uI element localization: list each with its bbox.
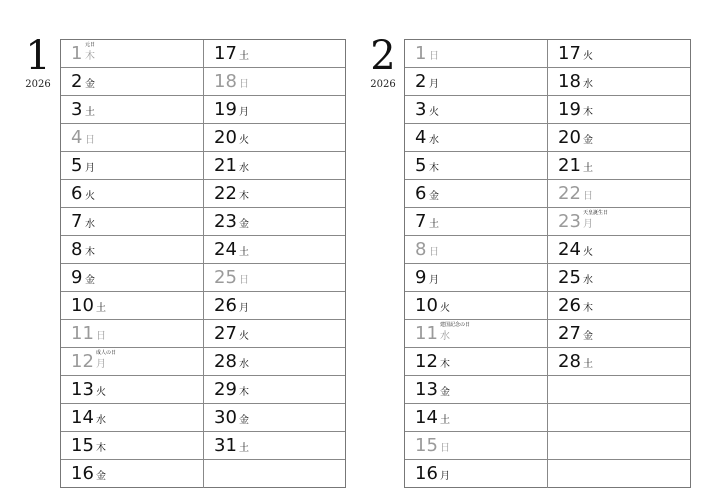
- day-number: 29: [214, 379, 237, 400]
- day-cell: [204, 68, 345, 96]
- weekday-label: 火: [583, 51, 593, 62]
- day-cell: [204, 152, 345, 180]
- day-cell: [61, 460, 204, 488]
- weekday-label: 火: [239, 331, 249, 342]
- day-cell: [548, 404, 690, 432]
- weekday-label: 土: [429, 219, 439, 230]
- day-number: 11: [415, 323, 438, 344]
- weekday-label: 木: [85, 51, 95, 62]
- day-cell: [405, 180, 548, 208]
- day-cell: [548, 264, 690, 292]
- day-cell: [405, 40, 548, 68]
- day-cell: [61, 320, 204, 348]
- day-number: 6: [71, 183, 83, 204]
- day-number: 20: [558, 127, 581, 148]
- day-cell: [548, 376, 690, 404]
- day-number: 12: [71, 351, 94, 372]
- weekday-label: 土: [583, 359, 593, 370]
- weekday-label: 日: [96, 331, 106, 342]
- month-number: 2: [370, 33, 396, 79]
- day-cell: [61, 292, 204, 320]
- day-cell: [548, 40, 690, 68]
- day-cell: [548, 152, 690, 180]
- weekday-label: 木: [429, 163, 439, 174]
- day-cell: [548, 180, 690, 208]
- day-cell: [61, 40, 204, 68]
- day-number: 1: [415, 43, 427, 64]
- day-number: 1: [71, 43, 83, 64]
- weekday-label: 火: [85, 191, 95, 202]
- day-number: 26: [558, 295, 581, 316]
- weekday-label: 金: [85, 275, 95, 286]
- day-number: 25: [558, 267, 581, 288]
- day-cell: [548, 432, 690, 460]
- day-cell: [61, 124, 204, 152]
- day-cell: [548, 348, 690, 376]
- day-number: 25: [214, 267, 237, 288]
- weekday-label: 日: [583, 191, 593, 202]
- day-cell: [204, 236, 345, 264]
- holiday-label: 建国記念の日: [440, 322, 471, 328]
- day-cell: [61, 348, 204, 376]
- day-number: 18: [558, 71, 581, 92]
- day-cell: [405, 348, 548, 376]
- weekday-label: 日: [440, 443, 450, 454]
- holiday-label: 元日: [85, 42, 96, 48]
- day-cell: [405, 96, 548, 124]
- day-cell: [61, 96, 204, 124]
- day-number: 9: [415, 267, 427, 288]
- weekday-label: 金: [440, 387, 450, 398]
- day-number: 15: [415, 435, 438, 456]
- month-grid: [404, 39, 691, 488]
- day-cell: [405, 376, 548, 404]
- day-number: 7: [71, 211, 83, 232]
- weekday-label: 月: [239, 107, 249, 118]
- day-number: 28: [558, 351, 581, 372]
- day-cell: [204, 460, 345, 488]
- weekday-label: 日: [239, 275, 249, 286]
- weekday-label: 水: [85, 219, 95, 230]
- weekday-label: 火: [440, 303, 450, 314]
- day-cell: [204, 40, 345, 68]
- weekday-label: 土: [96, 303, 106, 314]
- day-number: 6: [415, 183, 427, 204]
- weekday-label: 土: [440, 415, 450, 426]
- day-number: 31: [214, 435, 237, 456]
- day-cell: [405, 460, 548, 488]
- weekday-label: 火: [583, 247, 593, 258]
- weekday-label: 月: [429, 79, 439, 90]
- month-number: 1: [25, 33, 51, 79]
- weekday-label: 土: [239, 247, 249, 258]
- day-cell: [405, 404, 548, 432]
- day-cell: [204, 292, 345, 320]
- day-cell: [405, 432, 548, 460]
- day-cell: [548, 460, 690, 488]
- day-number: 19: [558, 99, 581, 120]
- day-cell: [61, 208, 204, 236]
- day-number: 26: [214, 295, 237, 316]
- day-number: 15: [71, 435, 94, 456]
- day-number: 20: [214, 127, 237, 148]
- day-number: 14: [71, 407, 94, 428]
- day-number: 13: [71, 379, 94, 400]
- day-number: 2: [71, 71, 83, 92]
- weekday-label: 月: [96, 359, 106, 370]
- day-cell: [204, 96, 345, 124]
- day-cell: [548, 124, 690, 152]
- day-cell: [61, 68, 204, 96]
- day-number: 5: [71, 155, 83, 176]
- month-year: 2026: [25, 79, 51, 90]
- day-cell: [61, 376, 204, 404]
- weekday-label: 金: [239, 415, 249, 426]
- day-number: 27: [558, 323, 581, 344]
- month-grid: [60, 39, 346, 488]
- day-number: 16: [415, 463, 438, 484]
- day-cell: [405, 124, 548, 152]
- weekday-label: 木: [239, 387, 249, 398]
- day-cell: [204, 208, 345, 236]
- day-cell: [61, 404, 204, 432]
- month-year: 2026: [370, 79, 396, 90]
- day-number: 10: [71, 295, 94, 316]
- weekday-label: 金: [96, 471, 106, 482]
- day-number: 5: [415, 155, 427, 176]
- day-number: 21: [214, 155, 237, 176]
- day-number: 2: [415, 71, 427, 92]
- day-number: 11: [71, 323, 94, 344]
- day-number: 13: [415, 379, 438, 400]
- day-cell: [204, 264, 345, 292]
- day-cell: [405, 292, 548, 320]
- weekday-label: 日: [85, 135, 95, 146]
- day-number: 8: [71, 239, 83, 260]
- day-number: 7: [415, 211, 427, 232]
- weekday-label: 水: [583, 79, 593, 90]
- day-number: 23: [558, 211, 581, 232]
- day-number: 24: [558, 239, 581, 260]
- day-cell: [204, 432, 345, 460]
- day-cell: [204, 180, 345, 208]
- weekday-label: 月: [429, 275, 439, 286]
- weekday-label: 火: [96, 387, 106, 398]
- weekday-label: 月: [583, 219, 593, 230]
- day-number: 21: [558, 155, 581, 176]
- day-cell: [548, 292, 690, 320]
- weekday-label: 金: [429, 191, 439, 202]
- weekday-label: 月: [239, 303, 249, 314]
- weekday-label: 日: [429, 51, 439, 62]
- weekday-label: 金: [239, 219, 249, 230]
- day-number: 24: [214, 239, 237, 260]
- day-number: 3: [71, 99, 83, 120]
- day-cell: [405, 68, 548, 96]
- weekday-label: 水: [239, 359, 249, 370]
- weekday-label: 日: [239, 79, 249, 90]
- day-number: 17: [558, 43, 581, 64]
- day-number: 27: [214, 323, 237, 344]
- day-cell: [61, 264, 204, 292]
- holiday-label: 成人の日: [96, 350, 117, 356]
- weekday-label: 木: [583, 303, 593, 314]
- weekday-label: 火: [239, 135, 249, 146]
- weekday-label: 月: [85, 163, 95, 174]
- weekday-label: 木: [440, 359, 450, 370]
- day-number: 19: [214, 99, 237, 120]
- day-cell: [61, 180, 204, 208]
- holiday-label: 天皇誕生日: [583, 210, 609, 216]
- weekday-label: 土: [239, 51, 249, 62]
- weekday-label: 水: [239, 163, 249, 174]
- day-cell: [204, 404, 345, 432]
- day-cell: [548, 96, 690, 124]
- weekday-label: 金: [85, 79, 95, 90]
- day-cell: [61, 152, 204, 180]
- day-number: 16: [71, 463, 94, 484]
- weekday-label: 木: [583, 107, 593, 118]
- day-cell: [204, 320, 345, 348]
- weekday-label: 金: [583, 331, 593, 342]
- day-cell: [204, 124, 345, 152]
- weekday-label: 木: [96, 443, 106, 454]
- day-cell: [204, 376, 345, 404]
- weekday-label: 土: [85, 107, 95, 118]
- weekday-label: 水: [429, 135, 439, 146]
- weekday-label: 月: [440, 471, 450, 482]
- weekday-label: 金: [583, 135, 593, 146]
- day-cell: [405, 152, 548, 180]
- day-cell: [405, 264, 548, 292]
- day-cell: [548, 68, 690, 96]
- day-number: 3: [415, 99, 427, 120]
- day-number: 14: [415, 407, 438, 428]
- day-number: 4: [71, 127, 83, 148]
- day-cell: [405, 208, 548, 236]
- day-number: 28: [214, 351, 237, 372]
- weekday-label: 土: [583, 163, 593, 174]
- day-cell: [548, 208, 690, 236]
- day-number: 22: [214, 183, 237, 204]
- day-cell: [61, 236, 204, 264]
- weekday-label: 水: [96, 415, 106, 426]
- weekday-label: 木: [239, 191, 249, 202]
- day-cell: [204, 348, 345, 376]
- day-number: 12: [415, 351, 438, 372]
- weekday-label: 水: [583, 275, 593, 286]
- day-cell: [548, 320, 690, 348]
- day-number: 8: [415, 239, 427, 260]
- weekday-label: 木: [85, 247, 95, 258]
- day-cell: [548, 236, 690, 264]
- day-cell: [405, 320, 548, 348]
- day-cell: [405, 236, 548, 264]
- day-number: 23: [214, 211, 237, 232]
- weekday-label: 火: [429, 107, 439, 118]
- weekday-label: 水: [440, 331, 450, 342]
- day-number: 18: [214, 71, 237, 92]
- day-number: 17: [214, 43, 237, 64]
- weekday-label: 土: [239, 443, 249, 454]
- day-number: 10: [415, 295, 438, 316]
- day-cell: [61, 432, 204, 460]
- day-number: 22: [558, 183, 581, 204]
- day-number: 30: [214, 407, 237, 428]
- weekday-label: 日: [429, 247, 439, 258]
- day-number: 9: [71, 267, 83, 288]
- day-number: 4: [415, 127, 427, 148]
